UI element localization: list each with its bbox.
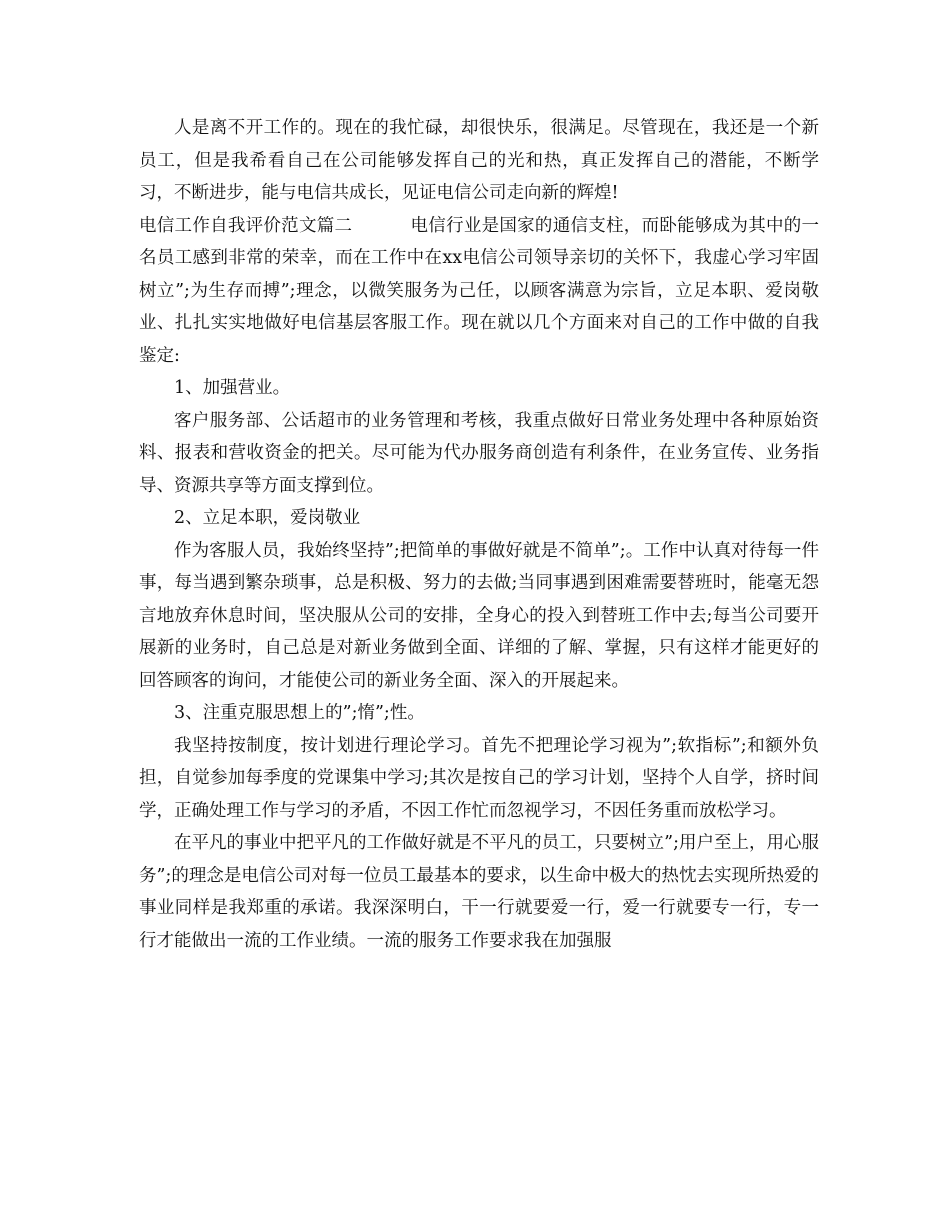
heading-dedication: 2、立足本职，爱岗敬业 [174,508,361,528]
paragraph-section-two [139,210,819,373]
paragraph-dedication: 作为客服人员，我始终坚持”;把简单的事做好就是不简单”;。工作中认真对待每一件事，每当遇到繁杂琐事，总是积极、努力的去做;当同事遇到困难需要替班时，能毫无怨言地放弃休息时间，坚决服从公司的安排，全身心的投入到替班工作中去;每当公司要开展新的业务时，自己总是对新业务做到全面、详细的了解、掌握，只有这样才能更好的回答顾客的询问，才能使公司的新业务全面、深入的开展起来。 [139,540,819,691]
heading-strengthen-business: 1、加强营业。 [174,378,291,398]
heading-overcome-laziness: 3、注重克服思想上的”;惰”;性。 [174,703,425,723]
paragraph-intro: 人是离不开工作的。现在的我忙碌，却很快乐，很满足。尽管现在，我还是一个新员工，但是我希看自己在公司能够发挥自己的光和热，真正发挥自己的潜能，不断学习，不断进步，能与电信共成长，见证电信公司走向新的辉煌! [139,118,819,203]
section-title: 电信工作自我评价范文篇二 [139,215,353,236]
section-two-text: 电信行业是国家的通信支柱，而卧能够成为其中的一名员工感到非常的荣幸，而在工作中在xx电信公司领导亲切的关怀下，我虚心学习牢固树立”;为生存而搏”;理念，以微笑服务为己任，以顾客满意为宗旨，立足本职、爱岗敬业、扎扎实实地做好电信基层客服工作。现在就以几个方面来对自己的工作中做的自我鉴定: [139,215,820,366]
document-body [139,112,819,957]
paragraph-study: 我坚持按制度，按计划进行理论学习。首先不把理论学习视为”;软指标”;和额外负担，自觉参加每季度的党课集中学习;其次是按自己的学习计划，坚持个人自学，挤时间学，正确处理工作与学习的矛盾，不因工作忙而忽视学习，不因任务重而放松学习。 [139,735,819,821]
paragraph-closing: 在平凡的事业中把平凡的工作做好就是不平凡的员工，只要树立”;用户至上，用心服务”;的理念是电信公司对每一位员工最基本的要求，以生命中极大的热忱去实现所热爱的事业同样是我郑重的承诺。我深深明白，干一行就要爱一行，爱一行就要专一行，专一行才能做出一流的工作业绩。一流的服务工作要求我在加强服 [139,833,819,951]
paragraph-customer-service: 客户服务部、公话超市的业务管理和考核，我重点做好日常业务处理中各种原始资料、报表和营收资金的把关。尽可能为代办服务商创造有利条件，在业务宣传、业务指导、资源共享等方面支撑到位。 [139,410,819,496]
